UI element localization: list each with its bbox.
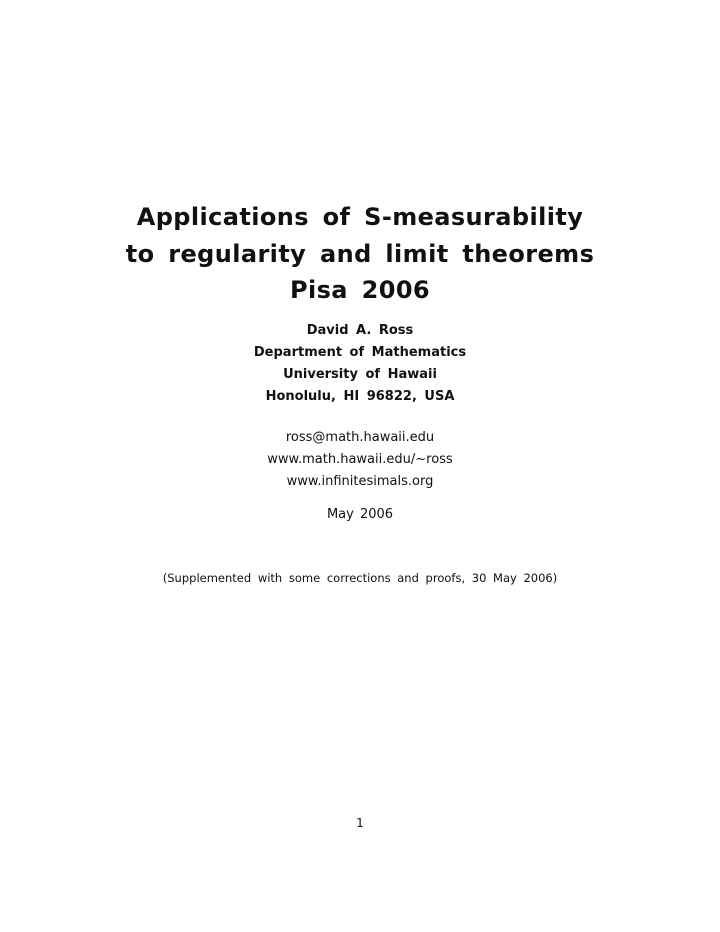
author-address: Honolulu, HI 96822, USA <box>265 389 455 404</box>
author-university: University of Hawaii <box>283 367 437 382</box>
author-department: Department of Mathematics <box>253 345 467 360</box>
title-line-2: to regularity and limit theorems <box>125 240 595 268</box>
author-homepage: www.math.hawaii.edu/~ross <box>267 452 453 467</box>
title-line-3: Pisa 2006 <box>289 276 431 304</box>
author-name: David A. Ross <box>306 323 414 338</box>
author-website: www.infinitesimals.org <box>286 474 434 489</box>
page-number: 1 <box>356 816 364 830</box>
supplement-note: (Supplemented with some corrections and proofs, 30 May 2006) <box>162 571 558 585</box>
author-email: ross@math.hawaii.edu <box>285 430 435 445</box>
title-line-1: Applications of S-measurability <box>136 203 584 231</box>
document-date: May 2006 <box>326 507 394 522</box>
